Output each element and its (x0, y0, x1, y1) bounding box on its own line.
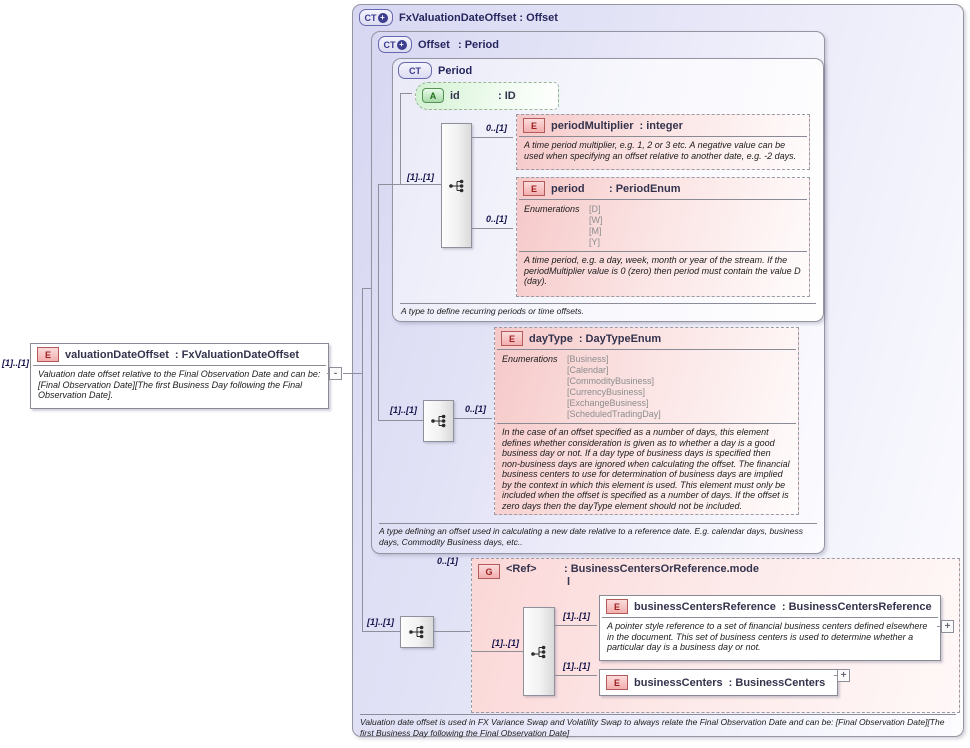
element-icon: E (606, 675, 628, 690)
element-type: : PeriodEnum (609, 182, 681, 195)
element-icon: E (523, 181, 545, 196)
connector-line (470, 228, 513, 229)
connector-rail (378, 184, 379, 420)
connector-rail (400, 93, 401, 184)
connector-line (378, 184, 441, 185)
collapse-toggle[interactable]: - (329, 367, 342, 380)
element-type: : DayTypeEnum (578, 332, 662, 345)
group-name: <Ref> (506, 563, 537, 575)
element-annotation: In the case of an offset specified as a number of days, this element defines whether consideration is given as to whether a day is a good business day or not. If a day type of business days is specified then non-business days are ignored when calculating the offset. The financial business centers to use for determination of business days are implied by the context in which this element is used. This element must only be included when the offset is specified as a number of days. If the offset is zero days then the dayType element should not be included. (502, 427, 790, 511)
connector-line (470, 137, 513, 138)
connector-line (362, 631, 400, 632)
enum-value: [ExchangeBusiness] (567, 398, 649, 408)
connector-line (400, 93, 412, 94)
element-name: dayType (529, 332, 573, 345)
sequence-glyph (430, 413, 448, 429)
element-type: : BusinessCentersReference (781, 600, 932, 613)
element-businesscentersreference-box[interactable] (599, 595, 941, 661)
sequence-icon[interactable] (441, 123, 472, 248)
model-group-icon[interactable] (523, 607, 555, 696)
connector-line (362, 288, 371, 289)
enum-value: [M] (589, 226, 602, 236)
element-icon: E (523, 118, 545, 133)
connector-line (343, 373, 362, 374)
connector-line (472, 651, 523, 652)
connector-line (553, 625, 597, 626)
element-businesscenters-box[interactable] (599, 669, 838, 696)
element-type: : FxValuationDateOffset (174, 348, 299, 361)
complextype-fxvaluationdateoffset-box (352, 4, 964, 737)
enum-value: [D] (589, 204, 601, 214)
sequence-glyph (448, 178, 466, 194)
element-annotation: A pointer style reference to a set of financial business centers defined elsewhere in the document. This set of business centers is used to determine whether a particular day is a business day or not. (607, 621, 928, 652)
model-group-glyph (530, 644, 548, 660)
complextype-annotation: Valuation date offset is used in FX Variance Swap and Volatility Swap to always relate the Final Observation Date and can be: [Final Observation Date][The first Business Day following the Final Observation Date] (360, 717, 945, 738)
group-icon: G (478, 564, 500, 579)
complextype-title: Period (438, 64, 473, 77)
enum-value: [CommodityBusiness] (567, 376, 655, 386)
attribute-type: : ID (498, 89, 516, 102)
element-valuationdateoffset-box[interactable] (30, 343, 329, 409)
enumerations-section (495, 350, 798, 422)
complextype-icon: CT (398, 62, 432, 79)
complextype-fxvaluationdateoffset-header[interactable] (359, 9, 558, 26)
element-daytype-box[interactable] (494, 327, 799, 515)
cardinality-label: [1]..[1] (563, 661, 590, 671)
element-annotation: A time period, e.g. a day, week, month or year of the stream. If the periodMultiplier value is 0 (zero) then period must contain the value D (day). (524, 255, 801, 286)
complextype-period-header[interactable] (398, 62, 472, 79)
connector-line (378, 420, 423, 421)
complextype-icon: CT + (359, 9, 393, 26)
footer-separator (400, 303, 816, 304)
connector-line (553, 675, 597, 676)
cardinality-label: 0..[1] (465, 404, 487, 414)
complextype-offset-box (371, 31, 825, 554)
footer-separator (379, 523, 817, 524)
element-icon: E (501, 331, 523, 346)
attribute-name: id (450, 89, 460, 102)
cardinality-label: 0..[1] (437, 556, 459, 566)
cardinality-label: 0..[1] (486, 123, 508, 133)
complextype-offset-header[interactable] (378, 36, 499, 53)
extension-plus-icon: + (397, 40, 407, 50)
expand-toggle[interactable]: + (837, 669, 850, 682)
sequence-icon[interactable] (400, 616, 434, 648)
group-type: : BusinessCentersOrReference.mode l (564, 563, 760, 588)
element-icon: E (37, 347, 59, 362)
cardinality-label: [1]..[1] (2, 358, 29, 368)
cardinality-label: [1]..[1] (492, 638, 519, 648)
element-icon: E (606, 599, 628, 614)
element-name: businessCentersReference (634, 600, 776, 613)
enum-value: [CurrencyBusiness] (567, 387, 646, 397)
complextype-icon: CT + (378, 36, 412, 53)
enum-value: [Calendar] (567, 365, 609, 375)
element-type: : integer (639, 119, 683, 132)
complextype-title: Offset : Period (418, 38, 499, 51)
element-type: : BusinessCenters (728, 676, 826, 689)
enum-value: [ScheduledTradingDay] (567, 409, 661, 419)
enumerations-label: Enumerations (502, 354, 558, 364)
expand-toggle[interactable]: + (941, 620, 954, 633)
connector-line (432, 631, 470, 632)
complextype-title: FxValuationDateOffset : Offset (399, 11, 558, 24)
cardinality-label: [1]..[1] (407, 172, 434, 182)
cardinality-label: [1]..[1] (367, 617, 394, 627)
element-name: businessCenters (634, 676, 723, 689)
enumerations-section (517, 200, 809, 250)
element-name: period (551, 182, 585, 195)
element-annotation: A time period multiplier, e.g. 1, 2 or 3 etc. A negative value can be used when specifying an offset relative to another date, e.g. -2 days. (524, 140, 797, 161)
enum-value: [Business] (567, 354, 609, 364)
attribute-icon: A (422, 88, 444, 103)
enum-value: [W] (589, 215, 603, 225)
element-periodmultiplier-box[interactable] (516, 114, 810, 170)
footer-separator (360, 714, 956, 715)
complextype-annotation: A type to define recurring periods or time offsets. (401, 306, 584, 316)
element-name: valuationDateOffset (65, 348, 169, 361)
sequence-glyph (408, 624, 426, 640)
cardinality-label: [1]..[1] (390, 405, 417, 415)
cardinality-label: [1]..[1] (563, 611, 590, 621)
element-annotation: Valuation date offset relative to the Final Observation Date and can be: [Final Observation Date][The first Business Day following the Final Observation Date]. (38, 369, 321, 400)
element-name: periodMultiplier (551, 119, 634, 132)
element-period-box[interactable] (516, 177, 810, 297)
cardinality-label: 0..[1] (486, 214, 508, 224)
extension-plus-icon: + (378, 13, 388, 23)
sequence-icon[interactable] (423, 400, 454, 442)
connector-rail (362, 288, 363, 632)
attribute-id-box[interactable] (415, 82, 559, 110)
complextype-annotation: A type defining an offset used in calculating a new date relative to a reference date. E.g. calendar days, business days, Commodity Business days, etc.. (379, 526, 804, 547)
connector-line (452, 418, 492, 419)
enumerations-label: Enumerations (524, 204, 580, 214)
enum-value: [Y] (589, 237, 601, 247)
